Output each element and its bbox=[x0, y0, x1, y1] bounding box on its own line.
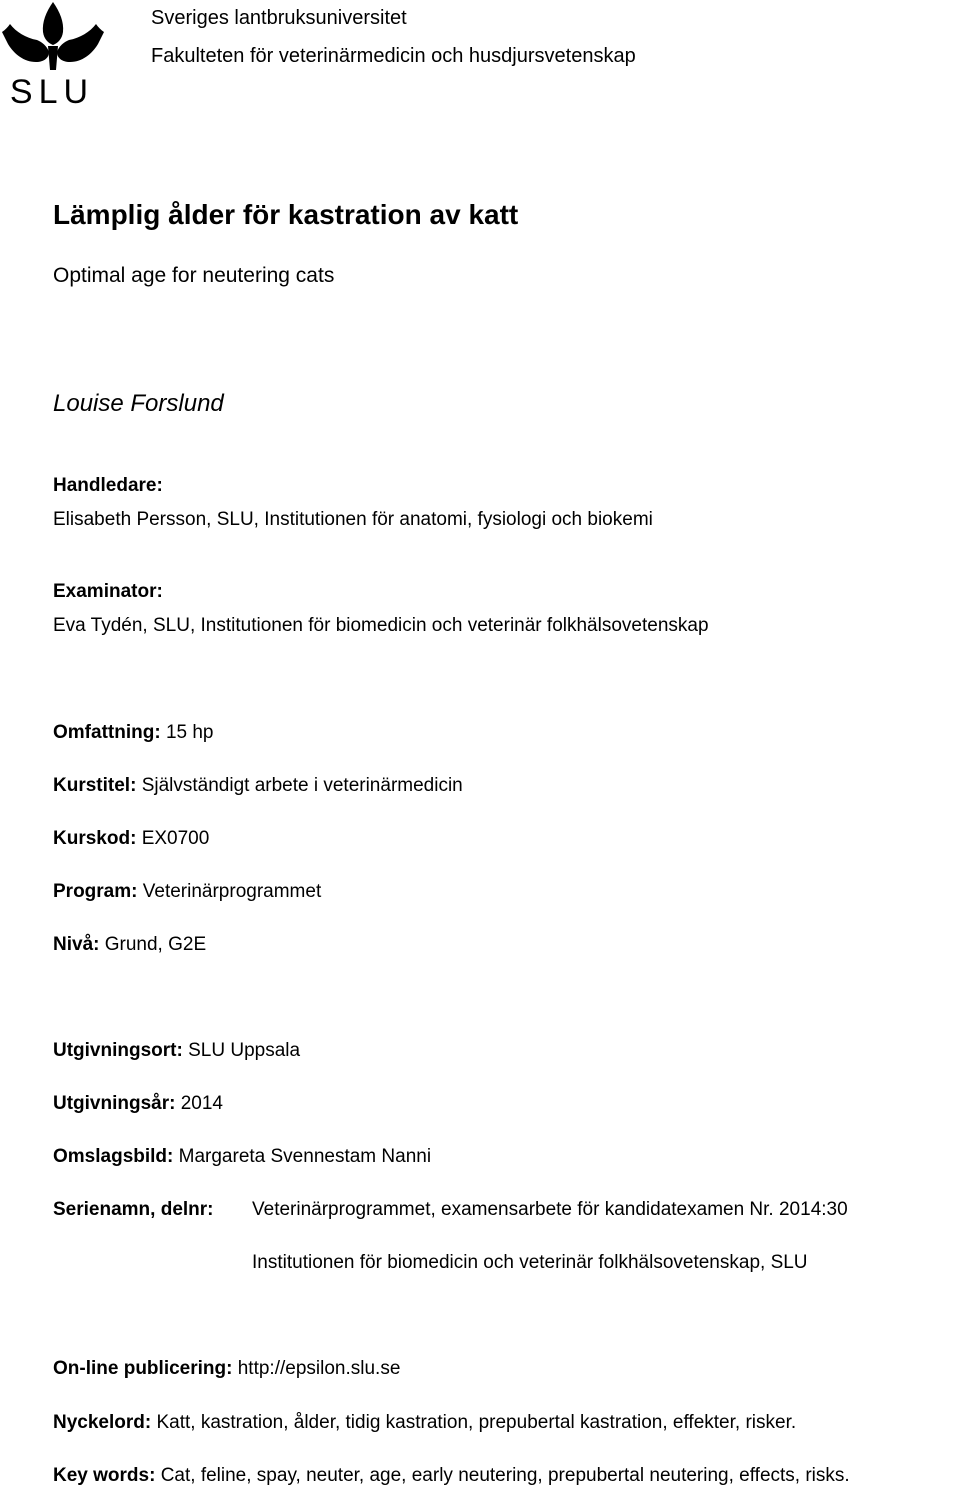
program-value: Veterinärprogrammet bbox=[142, 881, 322, 902]
document-subtitle: Optimal age for neutering cats bbox=[53, 264, 335, 287]
online-publication-link[interactable]: http://epsilon.slu.se bbox=[237, 1358, 401, 1379]
scope-value: 15 hp bbox=[165, 722, 214, 743]
author-name: Louise Forslund bbox=[53, 390, 224, 417]
level-row bbox=[53, 933, 206, 957]
keywords-sv-row bbox=[53, 1411, 796, 1435]
course-title-value: Självständigt arbete i veterinärmedicin bbox=[141, 775, 463, 796]
examiner-value: Eva Tydén, SLU, Institutionen för biomedicin och veterinär folkhälsovetenskap bbox=[53, 615, 709, 636]
series-label: Serienamn, delnr: bbox=[53, 1199, 214, 1220]
supervisor-label: Handledare: bbox=[53, 475, 163, 496]
supervisor-value: Elisabeth Persson, SLU, Institutionen för anatomi, fysiologi och biokemi bbox=[53, 509, 653, 530]
publication-year-value: 2014 bbox=[180, 1093, 224, 1114]
keywords-sv-label: Nyckelord: bbox=[53, 1412, 152, 1433]
keywords-sv-value: Katt, kastration, ålder, tidig kastration, prepubertal kastration, effekter, risker. bbox=[156, 1412, 797, 1433]
series-value-line-2: Institutionen för biomedicin och veterinär folkhälsovetenskap, SLU bbox=[252, 1252, 808, 1273]
series-value-line-1: Veterinärprogrammet, examensarbete för kandidatexamen Nr. 2014:30 bbox=[252, 1199, 848, 1220]
online-publication-label: On-line publicering: bbox=[53, 1358, 233, 1379]
course-code-label: Kurskod: bbox=[53, 828, 137, 849]
level-label: Nivå: bbox=[53, 934, 100, 955]
university-name: Sveriges lantbruksuniversitet bbox=[151, 7, 407, 29]
scope-row bbox=[53, 721, 213, 745]
course-title-label: Kurstitel: bbox=[53, 775, 137, 796]
faculty-name: Fakulteten för veterinärmedicin och husdjursvetenskap bbox=[151, 45, 636, 67]
publication-year-row bbox=[53, 1092, 223, 1116]
examiner-label: Examinator: bbox=[53, 581, 163, 602]
scope-label: Omfattning: bbox=[53, 722, 161, 743]
publication-place-row bbox=[53, 1039, 300, 1063]
cover-image-row bbox=[53, 1145, 431, 1169]
slu-logo-emblem bbox=[2, 2, 104, 106]
publication-year-label: Utgivningsår: bbox=[53, 1093, 176, 1114]
document-title: Lämplig ålder för kastration av katt bbox=[53, 199, 519, 230]
course-code-row bbox=[53, 827, 209, 851]
cover-image-label: Omslagsbild: bbox=[53, 1146, 174, 1167]
svg-text:SLU: SLU bbox=[9, 73, 95, 106]
course-title-row bbox=[53, 774, 463, 798]
publication-place-label: Utgivningsort: bbox=[53, 1040, 183, 1061]
program-row bbox=[53, 880, 321, 904]
online-publication-row bbox=[53, 1357, 400, 1381]
course-code-value: EX0700 bbox=[141, 828, 210, 849]
keywords-en-row bbox=[53, 1464, 850, 1488]
publication-place-value: SLU Uppsala bbox=[188, 1040, 301, 1061]
keywords-en-value: Cat, feline, spay, neuter, age, early neutering, prepubertal neutering, effects, risks. bbox=[160, 1465, 850, 1486]
cover-image-value: Margareta Svennestam Nanni bbox=[178, 1146, 432, 1167]
level-value: Grund, G2E bbox=[104, 934, 207, 955]
keywords-en-label: Key words: bbox=[53, 1465, 156, 1486]
slu-logo bbox=[2, 2, 104, 106]
program-label: Program: bbox=[53, 881, 138, 902]
